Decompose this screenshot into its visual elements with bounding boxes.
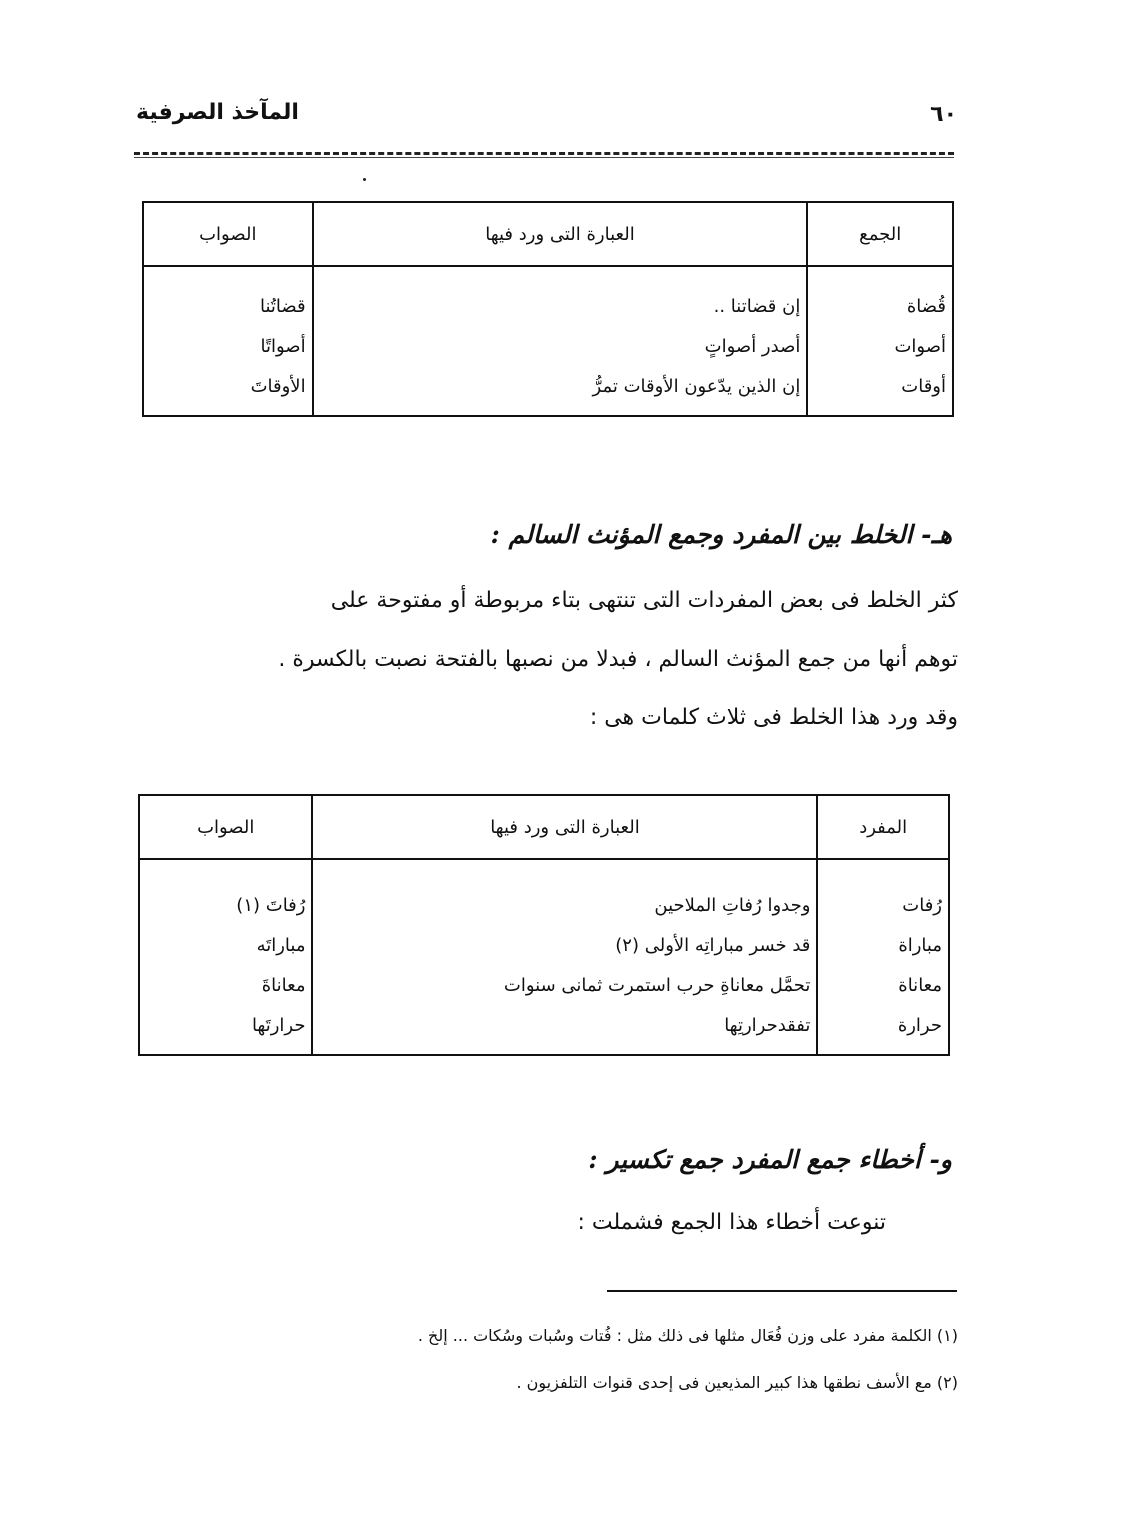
paragraph-line: وقد ورد هذا الخلط فى ثلاث كلمات هى : xyxy=(589,705,958,730)
table-cell: إن قضاتنا .. xyxy=(713,296,801,317)
header-divider-line xyxy=(134,157,954,158)
singular-errors-table xyxy=(138,794,950,1056)
table-cell: تحمَّل معاناةِ حرب استمرت ثمانى سنوات xyxy=(503,975,811,996)
table2-col-phrase xyxy=(312,859,817,1055)
stray-dot xyxy=(363,178,366,181)
footnote-divider xyxy=(607,1290,957,1292)
table1-col-phrase xyxy=(313,266,808,416)
table-cell: معاناةَ xyxy=(261,975,306,996)
paragraph-line: كثر الخلط فى بعض المفردات التى تنتهى بتاء مربوطة أو مفتوحة على xyxy=(330,588,958,613)
header-divider xyxy=(134,152,954,155)
plural-errors-table xyxy=(142,201,954,417)
table2-col-correct xyxy=(139,859,312,1055)
footnote-1: (١) الكلمة مفرد على وزن فُعَال مثلها فى ذلك مثل : فُتات وسُبات وسُكات ... إلخ . xyxy=(417,1326,958,1345)
table1-col-correct xyxy=(143,266,313,416)
section-heading-w: و- أخطاء جمع المفرد جمع تكسير : xyxy=(588,1145,952,1174)
table-cell: قُضاة xyxy=(906,296,946,317)
table1-header-correct: الصواب xyxy=(143,202,313,266)
table2-header-phrase: العبارة التى ورد فيها xyxy=(312,795,817,859)
table-cell: مباراتَه xyxy=(256,935,306,956)
section-heading-h: هـ- الخلط بين المفرد وجمع المؤنث السالم : xyxy=(490,520,952,549)
table-cell: رُفات xyxy=(902,895,942,916)
table-cell: أصدر أصواتٍ xyxy=(704,336,801,357)
table-cell: مباراة xyxy=(898,935,942,956)
table1-header-phrase: العبارة التى ورد فيها xyxy=(313,202,808,266)
page-number: ٦٠ xyxy=(930,102,957,127)
table-cell: أوقات xyxy=(901,376,946,397)
table1-col-plural xyxy=(807,266,953,416)
table-cell: أصوات xyxy=(894,336,946,357)
table-cell: إن الذين يدّعون الأوقات تمرُّ xyxy=(592,376,801,397)
table-cell: أصواتًا xyxy=(260,336,306,357)
table-cell: الأوقاتَ xyxy=(250,376,306,397)
table-cell: حرارتَها xyxy=(251,1015,306,1036)
table-cell: تفقدحرارتِها xyxy=(724,1015,811,1036)
table-cell: رُفاتَ (١) xyxy=(236,895,306,916)
table-cell: قد خسر مباراتِه الأولى (٢) xyxy=(615,935,811,956)
footnote-2: (٢) مع الأسف نطقها هذا كبير المذيعين فى إحدى قنوات التلفزيون . xyxy=(516,1373,958,1392)
paragraph-line: توهم أنها من جمع المؤنث السالم ، فبدلا من نصبها بالفتحة نصبت بالكسرة . xyxy=(278,647,958,672)
running-header-title: المآخذ الصرفية xyxy=(136,100,299,125)
table2-header-singular: المفرد xyxy=(817,795,949,859)
paragraph-line: تنوعت أخطاء هذا الجمع فشملت : xyxy=(577,1210,886,1235)
table2-header-correct: الصواب xyxy=(139,795,312,859)
table-cell: معاناة xyxy=(898,975,942,996)
table-cell: حرارة xyxy=(897,1015,942,1036)
table-cell: قضاتُنا xyxy=(259,296,306,317)
table2-col-singular xyxy=(817,859,949,1055)
table1-header-plural: الجمع xyxy=(807,202,953,266)
table-cell: وجدوا رُفاتِ الملاحين xyxy=(654,895,811,916)
